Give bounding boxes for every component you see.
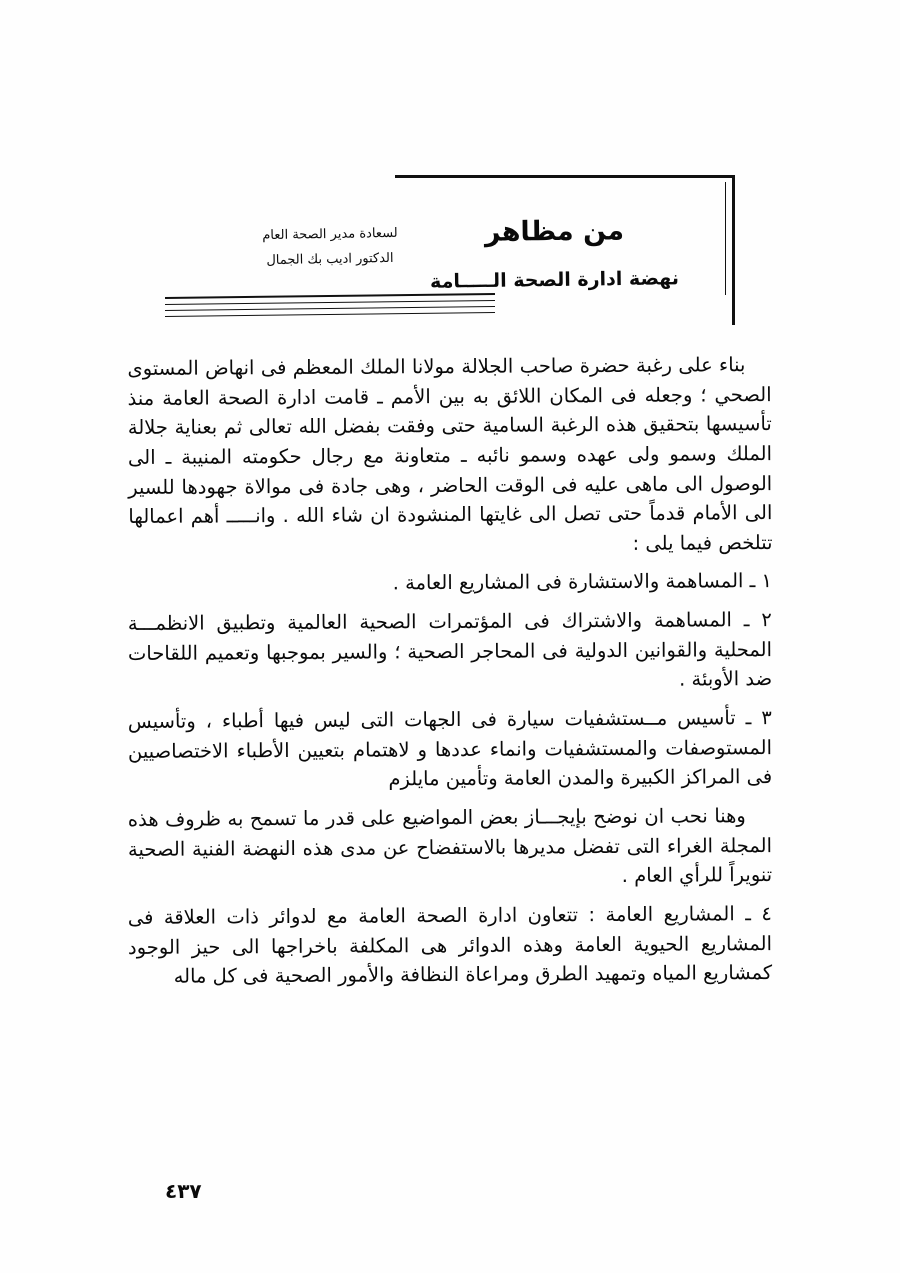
byline-line-1: لسعادة مدير الصحة العام (262, 225, 398, 244)
byline-line-2: الدكتور اديب بك الجمال (266, 250, 394, 268)
article-header (165, 175, 735, 335)
list-item-4: ٤ ـ المشاريع العامة : تتعاون ادارة الصحة العامة مع لدوائر ذات العلاقة فى المشاريع الحيوية العامة وهذه الدوائر هى المكلفة باخراجها الى حيز الوجود كمشاريع المياه وتمهيد الطرق ومراعاة النظافة والأمور الصحية فى كل ماله (127, 901, 773, 988)
article-title: من مظاهر (484, 215, 625, 248)
list-item-2: ٢ ـ المساهمة والاشتراك فى المؤتمرات الصحية العالمية وتطبيق الانظمـــة المحلية والقوانين الدولية فى المحاجر الصحية ؛ والسير بموجبها وتعميم اللقاحات ضد الأوبئة . (127, 608, 773, 691)
rule-4 (165, 312, 495, 317)
byline (165, 223, 495, 272)
paragraph-2: وهنا نحب ان نوضح بإيجـــاز بعض المواضيع على قدر ما تسمح به ظروف هذه المجلة الغراء التى تفضل مديرها بالاستفضاح عن مدى هذه النهضة الفنية الصحية تنويراً للرأي العام . (127, 803, 773, 887)
rule-1 (165, 293, 495, 299)
rule-2 (165, 300, 495, 305)
article-body (128, 352, 772, 995)
paragraph-1: بناء على رغبة حضرة صاحب الجلالة مولانا الملك المعظم فى انهاض المستوى الصحي ؛ وجعله فى المكان اللائق به بين الأمم ـ قامت ادارة الصحة العامة منذ تأسيسها بتحقيق هذه الرغبة السامية حتى وفقت بفضل الله تعالى ثم بعناية جلالة الملك وسمو ولى عهده وسمو نائبه ـ متعاونة مع رجال حكومته المنيبة ـ الى الوصول الى ماهى عليه فى الوقت الحاضر ، وهى جادة فى موالاة جهودها للسير الى الأمام قدماً حتى تصل الى غايتها المنشودة ان شاء الله . وانـــــ أهم اعمالها تتلخص فيما يلى : (127, 353, 773, 555)
rule-3 (165, 306, 495, 311)
list-item-1: ١ ـ المساهمة والاستشارة فى المشاريع العامة . (392, 569, 773, 595)
list-item-3: ٣ ـ تأسيس مــستشفيات سيارة فى الجهات التى ليس فيها أطباء ، وتأسيس المستوصفات والمستشفيات وانماء عددها و لاهتمام بتعيين الأطباء الاختصاصيين فى المراكز الكبيرة والمدن العامة وتأمين مايلزم (127, 705, 773, 791)
header-rules (165, 295, 495, 320)
article-subtitle: نهضة ادارة الصحة الـــــامة (429, 267, 680, 293)
page-number: ٤٣٧ (165, 1179, 202, 1203)
